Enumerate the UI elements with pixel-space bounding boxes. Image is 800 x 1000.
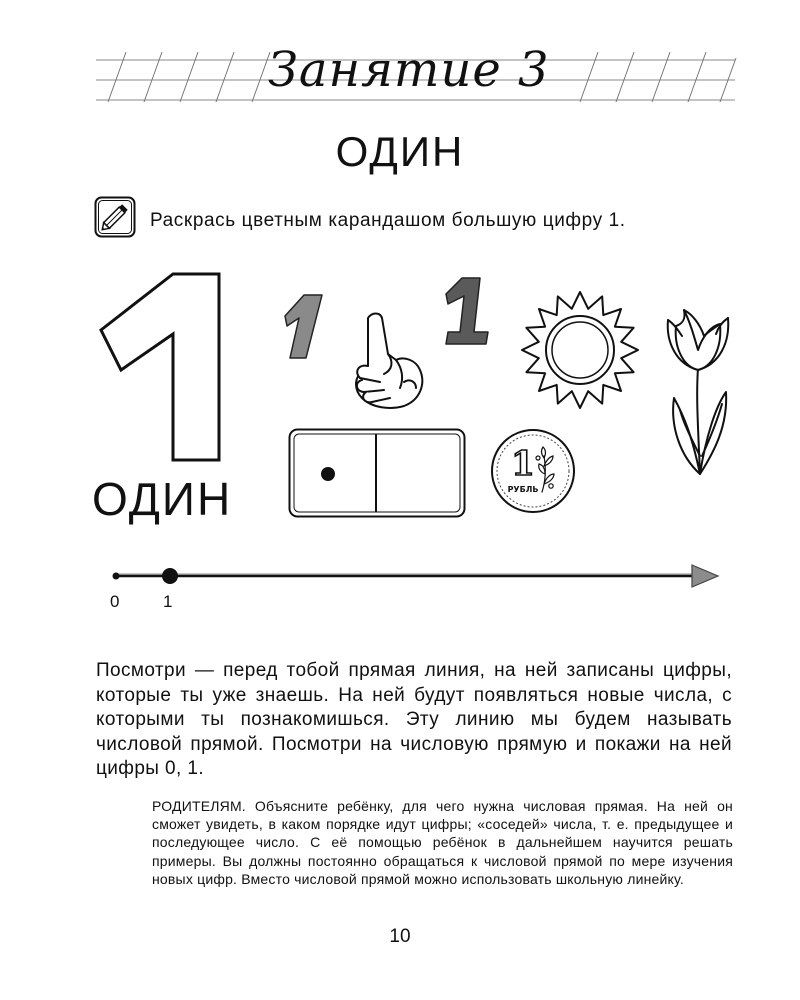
- lesson-header: [0, 40, 800, 110]
- number-line-point-0: [113, 573, 120, 580]
- hand-icon: [346, 308, 430, 417]
- serif-digit-one: [436, 276, 496, 353]
- coin-label: РУБЛЬ: [507, 485, 539, 494]
- sun-icon: [520, 290, 640, 415]
- coin-digit: 1: [511, 444, 535, 484]
- number-line-label-1: 1: [163, 592, 173, 611]
- big-word: ОДИН: [92, 473, 233, 525]
- pencil-icon: [94, 196, 136, 238]
- instruction-text: Раскрась цветным карандашом большую цифру 1.: [150, 210, 626, 231]
- slanted-digit-one: [282, 292, 326, 367]
- number-line-arrow: [692, 565, 718, 587]
- lesson-paragraph: Посмотри — перед тобой прямая линия, на ней записаны цифры, которые ты уже знаешь. На ней будут появляться новые числа, с которыми ты познакомишься. Эту линию мы будем называть числовой прямой. Посмотри на числовую прямую и покажи на ней цифры 0, 1.: [96, 660, 732, 779]
- coin-icon: [490, 428, 576, 519]
- big-digit-one: [95, 268, 235, 473]
- page-number: 10: [389, 926, 411, 947]
- tulip-icon: [660, 306, 738, 483]
- page-title: ОДИН: [335, 128, 465, 175]
- domino-dot: [321, 467, 335, 481]
- parents-note: РОДИТЕЛЯМ. Объясните ребёнку, для чего нужна числовая прямая. На ней он сможет увидеть, в каком порядке идут цифры; «соседей» числа, т. е. предыдущее и последующее число. С её помощью ребёнок в дальнейшем научится решать примеры. Вы должны постоянно обращаться к числовой прямой по мере изучения новых цифр. Вместо числовой прямой можно использовать школьную линейку.: [152, 798, 733, 887]
- number-line-label-0: 0: [110, 592, 120, 611]
- domino-icon: [288, 428, 468, 525]
- number-line: [100, 556, 730, 597]
- lesson-title: Занятие 3: [268, 42, 550, 98]
- number-line-point-1: [162, 568, 178, 584]
